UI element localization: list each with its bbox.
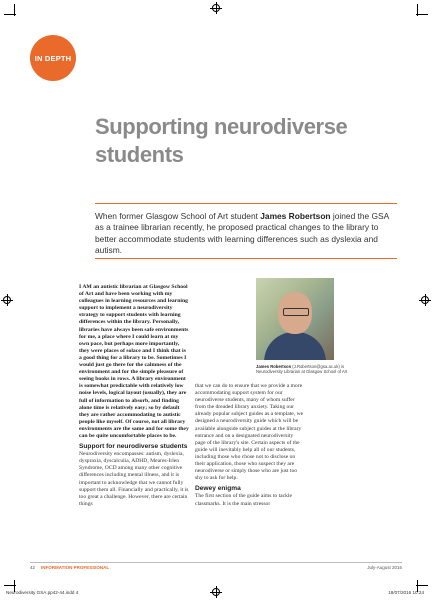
photo-shirt [264,332,326,360]
crop-mark-tl-v [14,4,15,16]
photo-caption [256,364,366,375]
registration-mark-left [3,296,11,304]
crop-mark-tr-v [417,4,418,16]
registration-mark-right [421,296,429,304]
folio [30,565,109,570]
standfirst [95,211,397,257]
standfirst-post: joined the GSA as a trainee librarian recently, he proposed practical changes to the library to better accommodate students with learning differences such as dyslexia and autism. [95,211,389,256]
footer-rule [30,562,402,563]
section-heading-dewey: Dewey enigma [195,485,241,493]
section-badge: IN DEPTH [30,35,76,81]
title-rule-top [95,203,397,204]
intro-paragraph: I AM an autistic librarian at Glasgow School of Art and have been working with my colleagues in learning resources and learning support to implement a neurodiversity strategy to support students with learning differences within the library. Personally, libraries have always been safe environments for me, a place where I could learn at my own pace, but perhaps more importantly, they were places of solace and I think that is a good thing for a library to be. Sometimes I would just go there for the calmness of the environment and for the simple pleasure of seeing books in rows. A library environment is somewhat predictable with relatively low noise levels, logical layout (usually), they are full of information to absorb, and finding alone time is relatively easy; so by default they are rather accommodating to autistic people like myself. Of course, not all library environments are the same and for some they can be quite uncomfortable places to be. [79,284,189,439]
column-1 [79,284,189,508]
section-body-dewey: The first section of the guide aims to tackle classmarks. It is the main stressor [195,493,292,507]
author-photo [256,278,334,360]
section-heading-support: Support for neurodiverse students [79,443,188,451]
title-rule-bottom [95,258,397,259]
photo-glasses [283,308,309,316]
publication-name: INFORMATION PROFESSIONAL [41,565,110,570]
article-title: Supporting neurodiverse students [95,114,348,167]
section-body-support: Neurodiversity encompasses: autism, dyslexia, dyspraxia, dyscalculia, ADHD, Meares-Irlen Syndrome, OCD among many other cognitive differences including mental illness, and it is important to acknowledge that we cannot fully support them all. Financially and practically, it is too great a challenge. However, there are certain things [79,451,189,507]
standfirst-author: James Robertson [260,211,331,221]
page-number: 42 [30,565,36,570]
column-2-body: that we can do to ensure that we provide a more accommodating support system for our neurodiverse students, many of whom suffer from the dreaded library anxiety. Taking our already popular subject guides as a template, we designed a neurodiversity guide which will be available alongside subject guides at the library entrance and on a designated neurodiversity page of the library's site. Certain aspects of the guide will inevitably help all of our students, including those who chose not to disclose on their application, those who suspect they are neurodiverse or simply those who are just too shy to ask for help. [195,383,304,482]
print-slug-file: Neurodiversity GSA.pp42-44.indd 4 [6,590,79,595]
issue-date: July-August 2016 [367,565,402,570]
column-2 [195,383,305,508]
caption-name: James Robertson [256,364,292,369]
caption-text: (J.Robertson@gsa.ac.uk) is Neurodiversity Librarian at Glasgow School of Art [256,364,348,375]
print-slug-date: 18/07/2016 10:24 [388,590,424,595]
registration-mark-top [212,4,220,12]
standfirst-pre: When former Glasgow School of Art student [95,211,261,221]
registration-mark-bottom [212,588,220,596]
